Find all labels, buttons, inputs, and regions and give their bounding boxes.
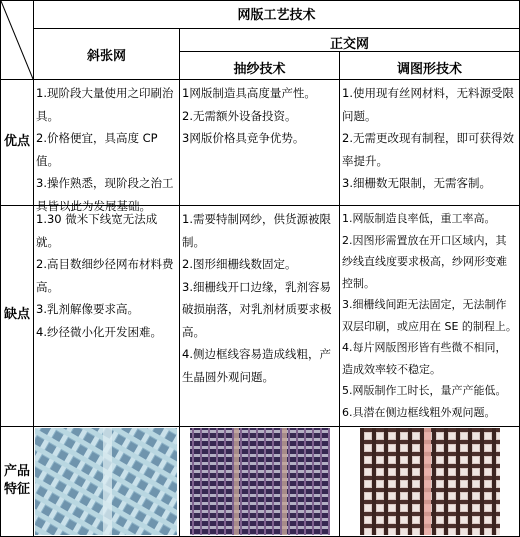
text-line: 3.细栅线间距无法固定，无法制作 — [342, 298, 507, 311]
text-line: 4.侧边框线容易造成线粗，产 — [182, 347, 331, 361]
text-line: 2.无需更改现有制程，即可获得效 — [342, 131, 514, 145]
col-yarn-header: 抽纱技术 — [233, 62, 286, 77]
text-line: 纱线直线度要求极高，纱网形变难 — [342, 255, 507, 268]
adv-yarn-cell — [182, 82, 338, 150]
dis-pattern-cell — [342, 208, 518, 423]
text-line: 2.高目数细纱径网布材料费 — [36, 257, 174, 271]
text-line: 制。 — [182, 234, 205, 249]
text-line: 高。 — [36, 279, 59, 294]
adv-oblique-cell — [36, 82, 178, 217]
text-line: 双层印刷，或应用在 SE 的制程上。 — [342, 319, 517, 333]
text-line: 3.乳剂解像要求高。 — [36, 302, 139, 316]
col-sep-1 — [33, 0, 34, 537]
oblique-mesh-image — [35, 428, 177, 535]
col-pattern-header: 调图形技术 — [396, 62, 462, 77]
row-disadvantages-label: 缺点 — [3, 307, 30, 322]
text-line: 控制。 — [342, 276, 375, 290]
text-line: 高。 — [182, 324, 205, 339]
text-line: 具皆以此为发展基础。 — [36, 198, 151, 213]
col-sep-2 — [179, 28, 180, 537]
text-line: 1网版制造具高度量产性。 — [182, 86, 316, 100]
col-orthogonal-header: 正交网 — [329, 37, 369, 52]
row-sep-2 — [0, 426, 520, 427]
row-advantages-label: 优点 — [3, 134, 30, 149]
corner-diagonal — [0, 0, 34, 80]
text-line: 3.操作熟悉，现阶段之治工 — [36, 176, 174, 190]
text-line: 1.现阶段大量使用之印刷治 — [36, 86, 174, 100]
text-line: 破损崩落，对乳剂材质要求极 — [182, 302, 332, 316]
text-line: 具。 — [36, 108, 59, 123]
border-top — [0, 0, 520, 1]
text-line: 1.30 微米下线宽无法成就。 — [36, 212, 158, 249]
text-line: 生晶圆外观问题。 — [182, 369, 274, 384]
header-line-1 — [33, 28, 520, 29]
col-oblique-header: 斜张网 — [86, 49, 126, 64]
text-line: 5.网版制作工时长，量产产能低。 — [342, 384, 507, 397]
text-line: 问题。 — [342, 108, 377, 123]
dis-oblique-cell — [36, 208, 178, 343]
text-line: 4.纱径微小化开发困难。 — [36, 324, 162, 339]
text-line: 3.细栅数无限制，无需客制。 — [342, 176, 491, 190]
text-line: 造成效率较不稳定。 — [342, 362, 441, 376]
pattern-mesh-image — [360, 428, 500, 535]
text-line: 6.具潜在侧边框线粗外观问题。 — [342, 405, 496, 419]
text-line: 2.图形细栅线数固定。 — [182, 257, 297, 271]
dis-yarn-cell — [182, 208, 338, 388]
border-left — [0, 0, 1, 537]
table-title: 网版工艺技术 — [237, 8, 316, 23]
col-sep-3 — [339, 51, 340, 537]
text-line: 1.使用现有丝网材料，无料源受限 — [342, 86, 514, 100]
header-bottom — [0, 79, 520, 80]
text-line: 率提升。 — [342, 153, 388, 168]
text-line: 2.价格便宜，具高度 CP 值。 — [36, 131, 162, 168]
text-line: 3网版价格具竞争优势。 — [182, 131, 305, 145]
adv-pattern-cell — [342, 82, 518, 195]
text-line: 3.细栅线开口边缘，乳剂容易 — [182, 279, 331, 294]
text-line: 1.需要特制网纱，供货源被限 — [182, 212, 331, 226]
text-line: 2.因图形需置放在开口区域内，其 — [342, 233, 507, 247]
row-product-label: 产品特征 — [3, 464, 30, 497]
yarn-mesh-image — [190, 428, 330, 535]
text-line: 1.网版制造良率低，重工率高。 — [342, 212, 496, 225]
text-line: 4.每片网版图形皆有些微不相同， — [342, 341, 507, 354]
text-line: 2.无需额外设备投资。 — [182, 108, 297, 123]
